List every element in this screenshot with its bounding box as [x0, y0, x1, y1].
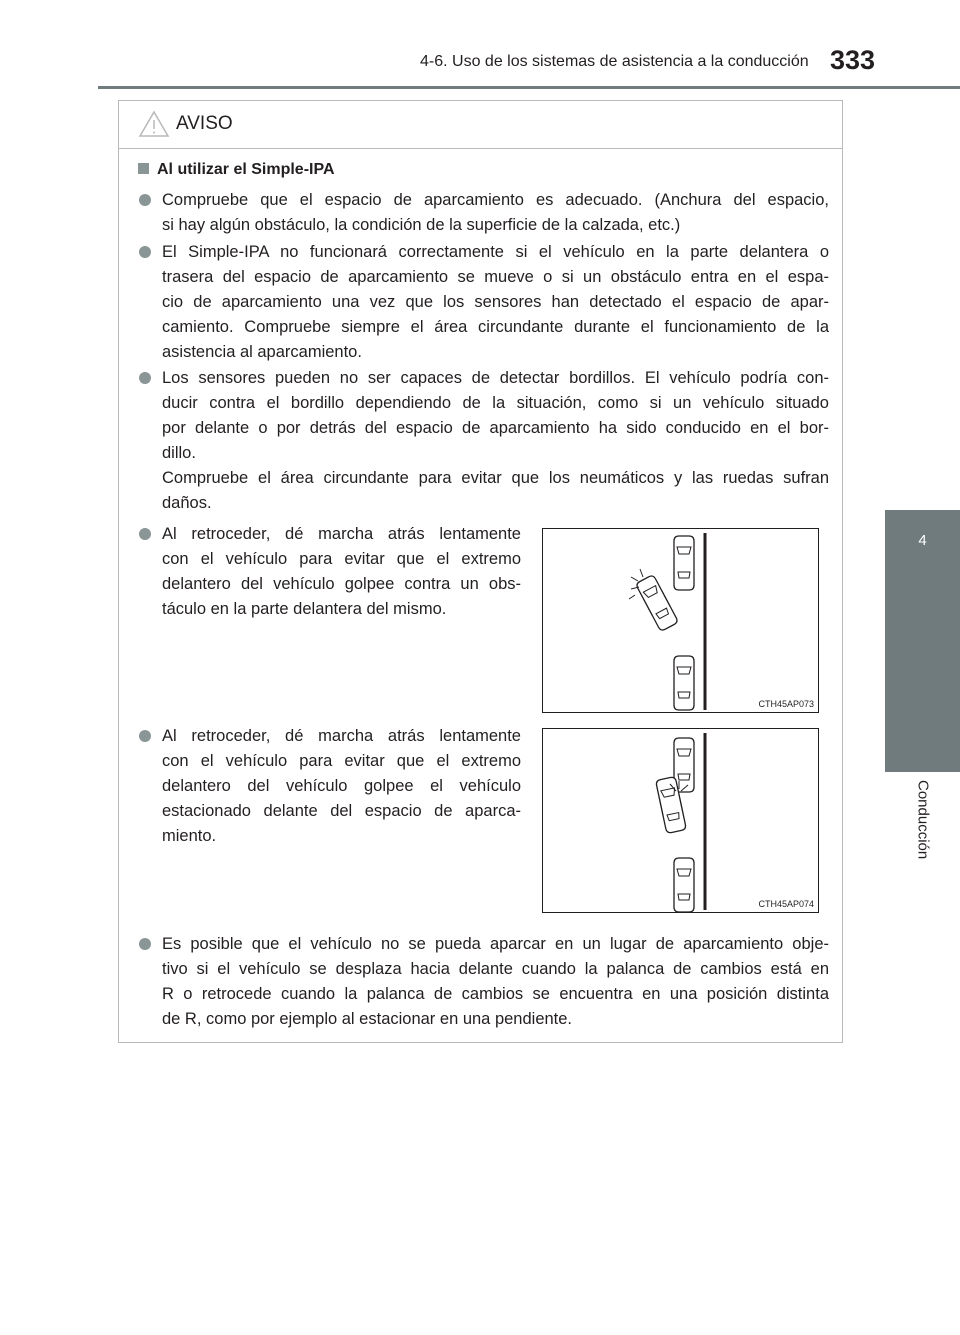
- item-line: R o retrocede cuando la palanca de cambios se encuentra en una posición distinta: [162, 985, 829, 1003]
- subheading: [138, 161, 335, 179]
- item-line: Compruebe el área circundante para evitar que los neumáticos y las ruedas sufran: [162, 469, 829, 487]
- bullet-icon: [139, 938, 151, 950]
- illustration-parked-vehicle-collision: [542, 728, 819, 913]
- page-number: 333: [830, 45, 876, 75]
- figure-code: CTH45AP073: [758, 699, 814, 709]
- list-item: [139, 932, 829, 1032]
- list-item: [139, 366, 829, 516]
- item-line: por delante o por detrás del espacio de aparcamiento ha sido conducido en el bor-: [162, 419, 829, 437]
- item-line: asistencia al aparcamiento.: [162, 343, 362, 361]
- bullet-icon: [139, 372, 151, 384]
- warning-title: AVISO: [176, 113, 233, 134]
- list-item: [139, 522, 521, 622]
- list-item: [139, 724, 521, 849]
- item-line: de R, como por ejemplo al estacionar en una pendiente.: [162, 1010, 573, 1028]
- item-line: miento.: [162, 827, 217, 845]
- item-line: Al retroceder, dé marcha atrás lentamente: [162, 727, 521, 745]
- parking-diagram-icon: [543, 729, 820, 914]
- item-line: camiento. Compruebe siempre el área circundante durante el funcionamiento de la: [162, 318, 829, 336]
- item-line: con el vehículo para evitar que el extremo: [162, 752, 521, 770]
- parking-diagram-icon: [543, 529, 820, 714]
- subheading-text: Al utilizar el Simple-IPA: [157, 161, 335, 178]
- bullet-icon: [139, 246, 151, 258]
- warning-triangle-icon: [138, 110, 170, 138]
- item-line: cio de aparcamiento una vez que los sensores han detectado el espacio de apar-: [162, 293, 829, 311]
- item-line: con el vehículo para evitar que el extremo: [162, 550, 521, 568]
- item-line: táculo en la parte delantera del mismo.: [162, 600, 447, 618]
- item-line: dillo.: [162, 444, 196, 462]
- item-line: Es posible que el vehículo no se pueda aparcar en un lugar de aparcamiento obje-: [162, 935, 829, 953]
- item-line: El Simple-IPA no funcionará correctamente si el vehículo en la parte delantera o: [162, 243, 829, 261]
- bullet-icon: [139, 528, 151, 540]
- item-line: Al retroceder, dé marcha atrás lentamente: [162, 525, 521, 543]
- item-line: Compruebe que el espacio de aparcamiento es adecuado. (Anchura del espacio,: [162, 191, 829, 209]
- chapter-tab-number: 4: [918, 532, 927, 549]
- illustration-curb-collision: [542, 528, 819, 713]
- list-item: [139, 188, 829, 238]
- warning-header-rule: [119, 148, 842, 149]
- item-line: estacionado delante del espacio de aparca-: [162, 802, 521, 820]
- chapter-label-text: Conducción: [914, 780, 931, 860]
- header-section-title: 4-6. Uso de los sistemas de asistencia a la conducción: [420, 53, 809, 70]
- chapter-tab[interactable]: [885, 510, 960, 772]
- item-line: delantero del vehículo golpee el vehículo: [162, 777, 521, 795]
- item-line: daños.: [162, 494, 212, 512]
- square-bullet-icon: [138, 163, 149, 174]
- item-line: trasera del espacio de aparcamiento se mueve o si un obstáculo entra en el espa-: [162, 268, 829, 286]
- item-line: ducir contra el bordillo dependiendo de la situación, como si un vehículo situado: [162, 394, 829, 412]
- bullet-icon: [139, 730, 151, 742]
- item-line: delantero del vehículo golpee contra un obs-: [162, 575, 521, 593]
- item-line: Los sensores pueden no ser capaces de detectar bordillos. El vehículo podría con-: [162, 369, 829, 387]
- bullet-icon: [139, 194, 151, 206]
- chapter-label: [885, 780, 960, 910]
- item-line: si hay algún obstáculo, la condición de la superficie de la calzada, etc.): [162, 216, 681, 234]
- item-line: tivo si el vehículo se desplaza hacia delante cuando la palanca de cambios está en: [162, 960, 829, 978]
- header-rule: [98, 86, 960, 89]
- figure-code: CTH45AP074: [758, 899, 814, 909]
- list-item: [139, 240, 829, 365]
